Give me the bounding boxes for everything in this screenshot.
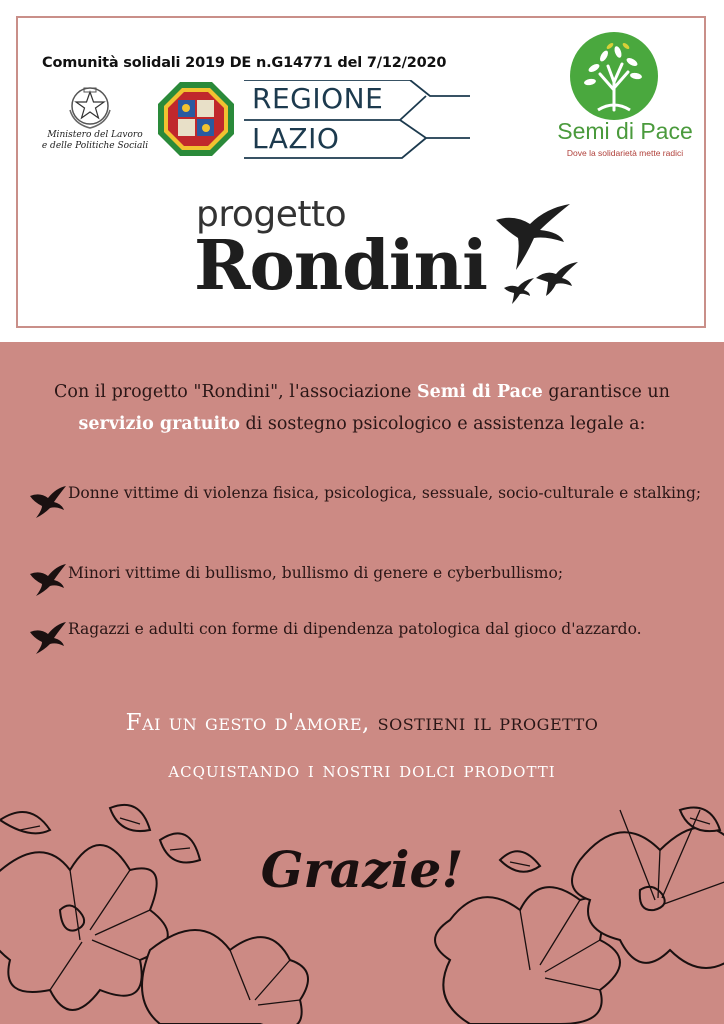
flowers-decoration-icon (0, 800, 724, 1024)
closing-thanks: Grazie! (260, 840, 464, 899)
cta-line-1 (0, 710, 724, 736)
semi-di-pace-title: Semi di Pace (557, 118, 693, 144)
cta-line-2: acquistando i nostri dolci prodotti (168, 758, 556, 782)
swallow-bullet-icon (28, 562, 68, 596)
regione-lazio-logo (240, 80, 470, 160)
item-text: Minori vittime di bullismo, bullismo di genere e cyberbullismo; (68, 564, 564, 582)
ministry-line-2: e delle Politiche Sociali (41, 141, 149, 151)
semi-di-pace-tagline: Dove la solidarietà mette radici (566, 148, 684, 158)
intro-text-3: di sostegno psicologico e assistenza legale a: (239, 414, 646, 434)
intro-text-2: garantisce un (542, 382, 670, 402)
item-text: Donne vittime di violenza fisica, psicologica, sessuale, socio-culturale e stalking; (68, 484, 702, 502)
intro-text-1: Con il progetto "Rondini", l'associazione (54, 382, 417, 402)
intro-highlight-semi: Semi di Pace (416, 382, 543, 402)
decree-text: Comunità solidali 2019 DE n.G14771 del 7/12/2020 (42, 55, 447, 71)
item-text: Ragazzi e adulti con forme di dipendenza patologica dal gioco d'azzardo. (68, 620, 642, 638)
ministry-line-1: Ministero del Lavoro (47, 130, 143, 140)
swallow-bullet-icon (28, 484, 68, 518)
swallow-bullet-icon (28, 620, 68, 654)
regione-word: REGIONE (252, 82, 384, 115)
lazio-word: LAZIO (252, 122, 340, 155)
lazio-coat-of-arms-icon (156, 80, 236, 158)
italian-emblem-icon (64, 80, 116, 132)
ministry-label (34, 130, 156, 152)
semi-di-pace-tree-logo-icon (568, 30, 660, 122)
header-panel (0, 0, 724, 342)
intro-paragraph (20, 376, 704, 440)
project-title: Rondini (194, 226, 487, 306)
cta-white-text: Fai un gesto d'amore, (125, 710, 370, 736)
cta-dark-text: sostieni il progetto (369, 710, 599, 736)
intro-highlight-servizio: servizio gratuito (78, 414, 240, 434)
swallows-icon (490, 200, 580, 310)
project-label: progetto (196, 194, 347, 235)
